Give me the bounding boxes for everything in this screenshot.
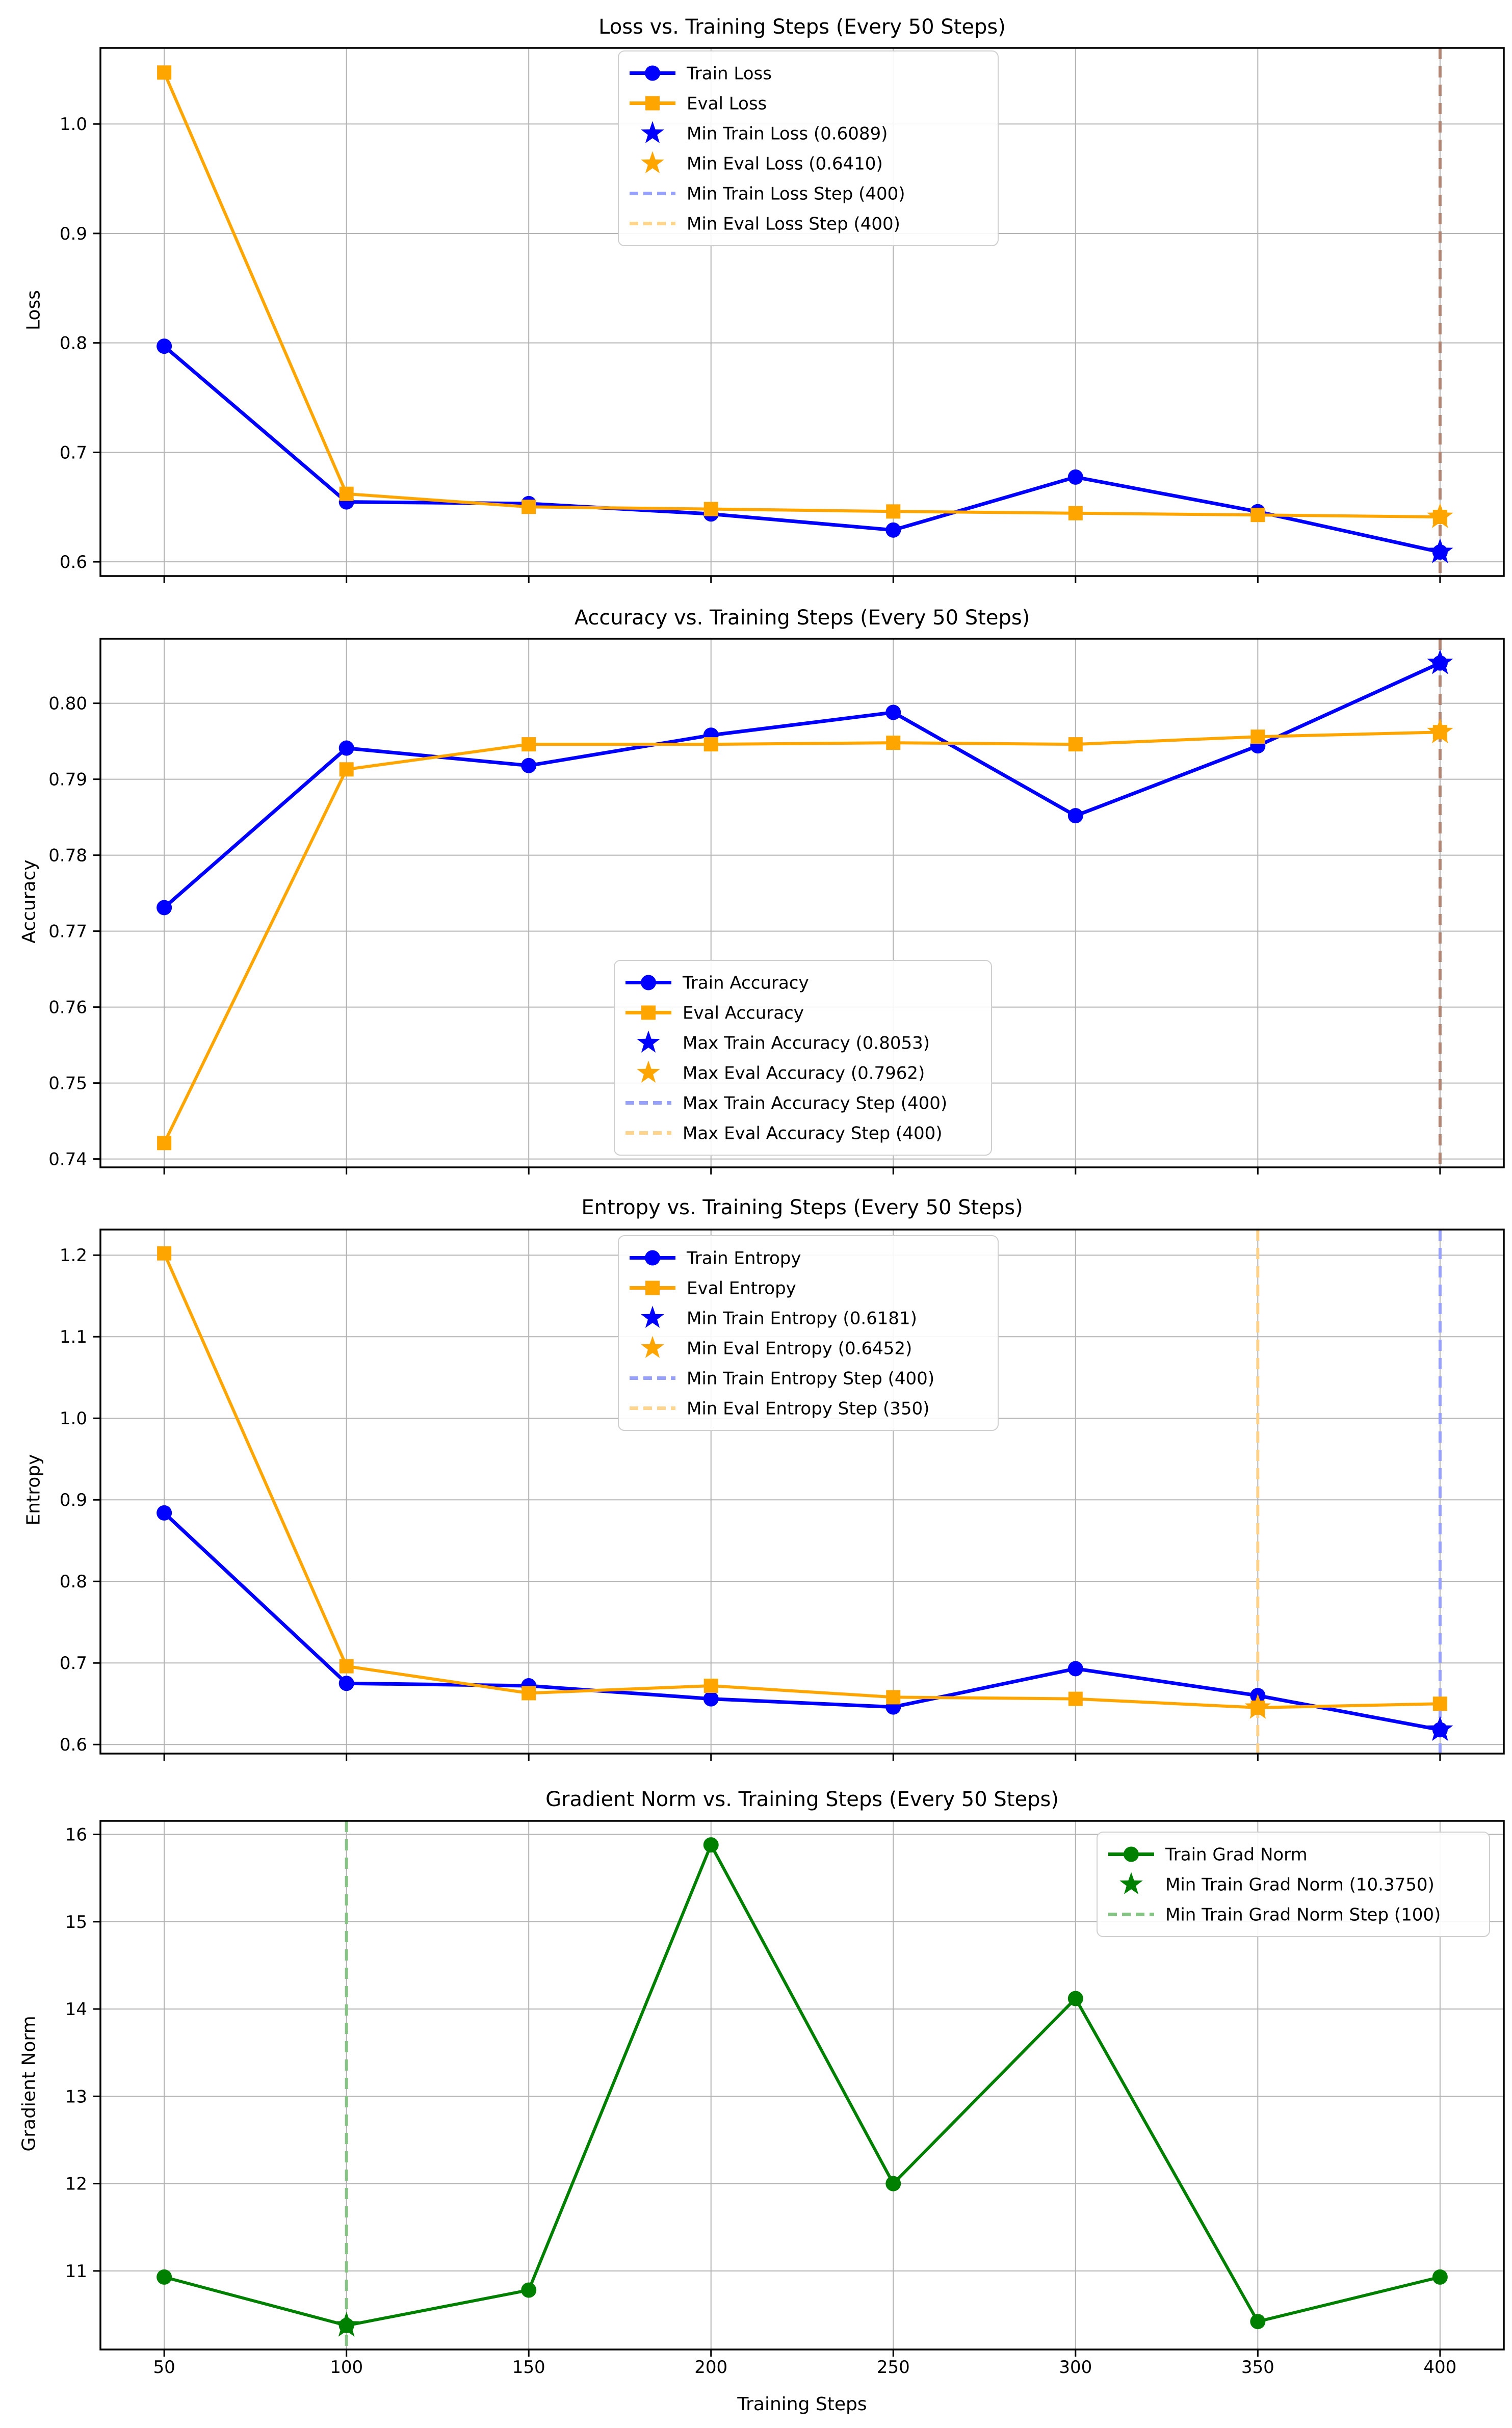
svg-text:Max Eval Accuracy (0.7962): Max Eval Accuracy (0.7962) [683, 1063, 925, 1084]
svg-text:14: 14 [65, 1999, 87, 2020]
svg-text:0.75: 0.75 [48, 1073, 87, 1094]
svg-text:0.6: 0.6 [59, 1735, 87, 1756]
svg-text:1.1: 1.1 [59, 1327, 87, 1348]
svg-text:Max Train Accuracy Step (400): Max Train Accuracy Step (400) [683, 1093, 948, 1114]
svg-text:0.78: 0.78 [48, 845, 87, 866]
svg-text:300: 300 [1059, 2357, 1092, 2378]
accuracy-y-axis-label: Accuracy [18, 859, 40, 944]
svg-text:0.77: 0.77 [48, 921, 87, 942]
svg-text:12: 12 [65, 2174, 87, 2195]
svg-text:Min Train Grad Norm (10.3750): Min Train Grad Norm (10.3750) [1165, 1874, 1435, 1895]
legend-chart-0 [618, 51, 998, 246]
gradnorm-chart-title: Gradient Norm vs. Training Steps (Every 50 Steps) [545, 1788, 1059, 1811]
svg-text:1.0: 1.0 [59, 114, 87, 135]
svg-text:Train Grad Norm: Train Grad Norm [1165, 1844, 1308, 1865]
svg-text:Eval Entropy: Eval Entropy [687, 1278, 796, 1299]
svg-text:Eval Accuracy: Eval Accuracy [683, 1003, 804, 1024]
svg-text:0.7: 0.7 [59, 1653, 87, 1674]
svg-text:0.74: 0.74 [48, 1149, 87, 1170]
chart-3 [65, 1821, 1504, 2378]
entropy-chart-title: Entropy vs. Training Steps (Every 50 Steps) [581, 1196, 1023, 1219]
svg-text:100: 100 [330, 2357, 363, 2378]
chart-2 [60, 1230, 1504, 1761]
svg-text:Train Entropy: Train Entropy [687, 1248, 801, 1269]
x-axis-label: Training Steps [737, 2394, 867, 2415]
svg-text:Eval Loss: Eval Loss [687, 93, 767, 114]
legend-chart-2 [618, 1236, 998, 1430]
svg-text:0.6: 0.6 [59, 552, 87, 573]
svg-text:Train Accuracy: Train Accuracy [683, 973, 809, 994]
svg-text:150: 150 [512, 2357, 545, 2378]
svg-text:0.80: 0.80 [48, 693, 87, 714]
svg-text:Min Train Grad Norm Step (100): Min Train Grad Norm Step (100) [1165, 1904, 1441, 1925]
svg-text:Min Train Loss Step (400): Min Train Loss Step (400) [687, 184, 905, 204]
svg-text:16: 16 [65, 1824, 87, 1845]
entropy-y-axis-label: Entropy [23, 1454, 44, 1526]
legend-chart-1 [614, 960, 992, 1155]
gradnorm-y-axis-label: Gradient Norm [18, 2015, 40, 2152]
svg-text:Min Eval Entropy Step (350): Min Eval Entropy Step (350) [687, 1398, 930, 1419]
svg-text:Min Train Entropy Step (400): Min Train Entropy Step (400) [687, 1368, 935, 1389]
svg-text:11: 11 [65, 2261, 87, 2282]
svg-text:Min Eval Entropy (0.6452): Min Eval Entropy (0.6452) [687, 1338, 913, 1359]
svg-text:350: 350 [1241, 2357, 1274, 2378]
svg-text:15: 15 [65, 1912, 87, 1933]
svg-text:Max Train Accuracy (0.8053): Max Train Accuracy (0.8053) [683, 1033, 930, 1054]
svg-text:250: 250 [876, 2357, 910, 2378]
svg-text:0.8: 0.8 [59, 1572, 87, 1592]
svg-text:0.9: 0.9 [59, 223, 87, 244]
svg-text:Train Loss: Train Loss [687, 63, 772, 84]
svg-text:400: 400 [1423, 2357, 1457, 2378]
loss-y-axis-label: Loss [23, 290, 44, 330]
svg-text:Min Train Entropy (0.6181): Min Train Entropy (0.6181) [687, 1308, 917, 1329]
svg-text:0.7: 0.7 [59, 442, 87, 463]
svg-text:0.9: 0.9 [59, 1490, 87, 1511]
svg-text:13: 13 [65, 2086, 87, 2107]
loss-chart-title: Loss vs. Training Steps (Every 50 Steps) [598, 15, 1006, 39]
svg-text:1.2: 1.2 [59, 1245, 87, 1266]
svg-text:50: 50 [153, 2357, 175, 2378]
chart-1 [48, 639, 1504, 1174]
svg-text:Max Eval Accuracy Step (400): Max Eval Accuracy Step (400) [683, 1123, 943, 1144]
svg-text:0.79: 0.79 [48, 769, 87, 790]
svg-text:Min Train Loss (0.6089): Min Train Loss (0.6089) [687, 123, 888, 144]
svg-text:Min Eval Loss (0.6410): Min Eval Loss (0.6410) [687, 153, 883, 174]
chart-0 [60, 48, 1504, 583]
svg-text:0.8: 0.8 [59, 333, 87, 354]
svg-text:Min Eval Loss Step (400): Min Eval Loss Step (400) [687, 214, 900, 234]
svg-text:200: 200 [694, 2357, 728, 2378]
svg-text:1.0: 1.0 [59, 1408, 87, 1429]
svg-text:0.76: 0.76 [48, 997, 87, 1018]
accuracy-chart-title: Accuracy vs. Training Steps (Every 50 Steps) [574, 606, 1030, 630]
legend-chart-3 [1097, 1832, 1490, 1937]
